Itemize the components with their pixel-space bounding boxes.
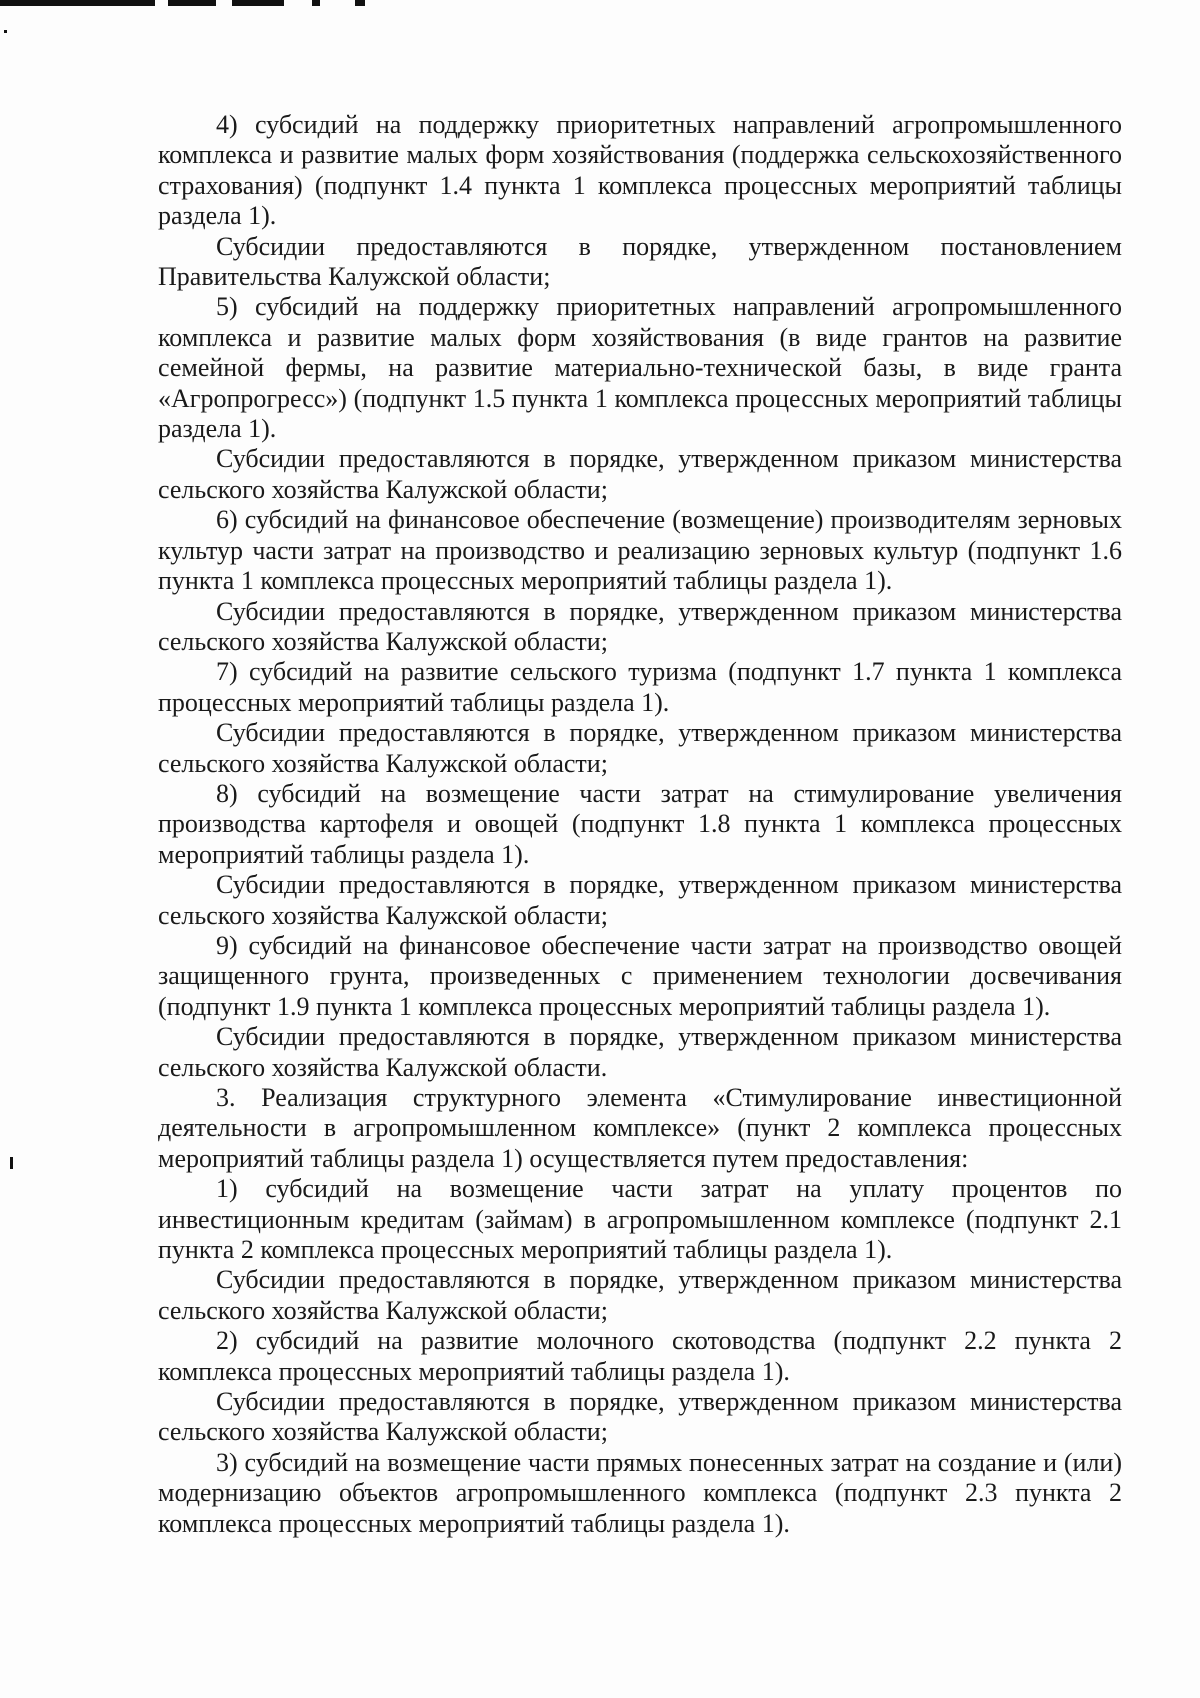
paragraph-procedure-note: Субсидии предоставляются в порядке, утвержденном приказом министерства сельского хозяйства Калужской области; xyxy=(158,1265,1122,1325)
paragraph-procedure-note: Субсидии предоставляются в порядке, утвержденном постановлением Правительства Калужской области; xyxy=(158,231,1122,292)
paragraph-procedure-note: Субсидии предоставляются в порядке, утвержденном приказом министерства сельского хозяйства Калужской области. xyxy=(158,1022,1122,1082)
scan-artifact-edge xyxy=(10,1157,13,1169)
paragraph-item-8: 8) субсидий на возмещение части затрат на стимулирование увеличения производства картофеля и овощей (подпункт 1.8 пункта 1 комплекса процессных мероприятий таблицы раздела 1). xyxy=(158,778,1122,869)
paragraph-item-1: 1) субсидий на возмещение части затрат на уплату процентов по инвестиционным кредитам (займам) в агропромышленном комплексе (подпункт 2.1 пункта 2 комплекса процессных мероприятий таблицы раздела 1). xyxy=(158,1174,1122,1265)
paragraph-procedure-note: Субсидии предоставляются в порядке, утвержденном приказом министерства сельского хозяйства Калужской области; xyxy=(158,444,1122,504)
paragraph-item-7: 7) субсидий на развитие сельского туризма (подпункт 1.7 пункта 1 комплекса процессных мероприятий таблицы раздела 1). xyxy=(158,657,1122,717)
document-body xyxy=(158,110,1122,1539)
scan-artifact-top xyxy=(0,0,155,6)
paragraph-item-9: 9) субсидий на финансовое обеспечение части затрат на производство овощей защищенного грунта, произведенных с применением технологии досвечивания (подпункт 1.9 пункта 1 комплекса процессных мероприятий таблицы раздела 1). xyxy=(158,930,1122,1021)
paragraph-item-2: 2) субсидий на развитие молочного скотоводства (подпункт 2.2 пункта 2 комплекса процессных мероприятий таблицы раздела 1). xyxy=(158,1326,1122,1386)
paragraph-item-4: 4) субсидий на поддержку приоритетных направлений агропромышленного комплекса и развитие малых форм хозяйствования (поддержка сельскохозяйственного страхования) (подпункт 1.4 пункта 1 комплекса процессных мероприятий таблицы раздела 1). xyxy=(158,110,1122,231)
paragraph-procedure-note: Субсидии предоставляются в порядке, утвержденном приказом министерства сельского хозяйства Калужской области; xyxy=(158,870,1122,930)
paragraph-item-3: 3) субсидий на возмещение части прямых понесенных затрат на создание и (или) модернизацию объектов агропромышленного комплекса (подпункт 2.3 пункта 2 комплекса процессных мероприятий таблицы раздела 1). xyxy=(158,1447,1122,1538)
paragraph-item-5: 5) субсидий на поддержку приоритетных направлений агропромышленного комплекса и развитие малых форм хозяйствования (в виде грантов на развитие семейной фермы, на развитие материально-технической базы, в виде гранта «Агропрогресс») (подпункт 1.5 пункта 1 комплекса процессных мероприятий таблицы раздела 1). xyxy=(158,292,1122,444)
paragraph-procedure-note: Субсидии предоставляются в порядке, утвержденном приказом министерства сельского хозяйства Калужской области; xyxy=(158,596,1122,656)
scan-artifact-top xyxy=(355,0,365,6)
scan-artifact-top xyxy=(168,0,216,6)
scan-artifact-top xyxy=(232,0,284,6)
paragraph-procedure-note: Субсидии предоставляются в порядке, утвержденном приказом министерства сельского хозяйства Калужской области; xyxy=(158,718,1122,778)
paragraph-procedure-note: Субсидии предоставляются в порядке, утвержденном приказом министерства сельского хозяйства Калужской области; xyxy=(158,1387,1122,1447)
scan-artifact-top xyxy=(312,0,320,6)
paragraph-section-3: 3. Реализация структурного элемента «Стимулирование инвестиционной деятельности в агропромышленном комплексе» (пункт 2 комплекса процессных мероприятий таблицы раздела 1) осуществляется путем предоставления: xyxy=(158,1083,1122,1173)
paragraph-item-6: 6) субсидий на финансовое обеспечение (возмещение) производителям зерновых культур части затрат на производство и реализацию зерновых культур (подпункт 1.6 пункта 1 комплекса процессных мероприятий таблицы раздела 1). xyxy=(158,505,1122,596)
scan-artifact-edge xyxy=(4,30,7,33)
